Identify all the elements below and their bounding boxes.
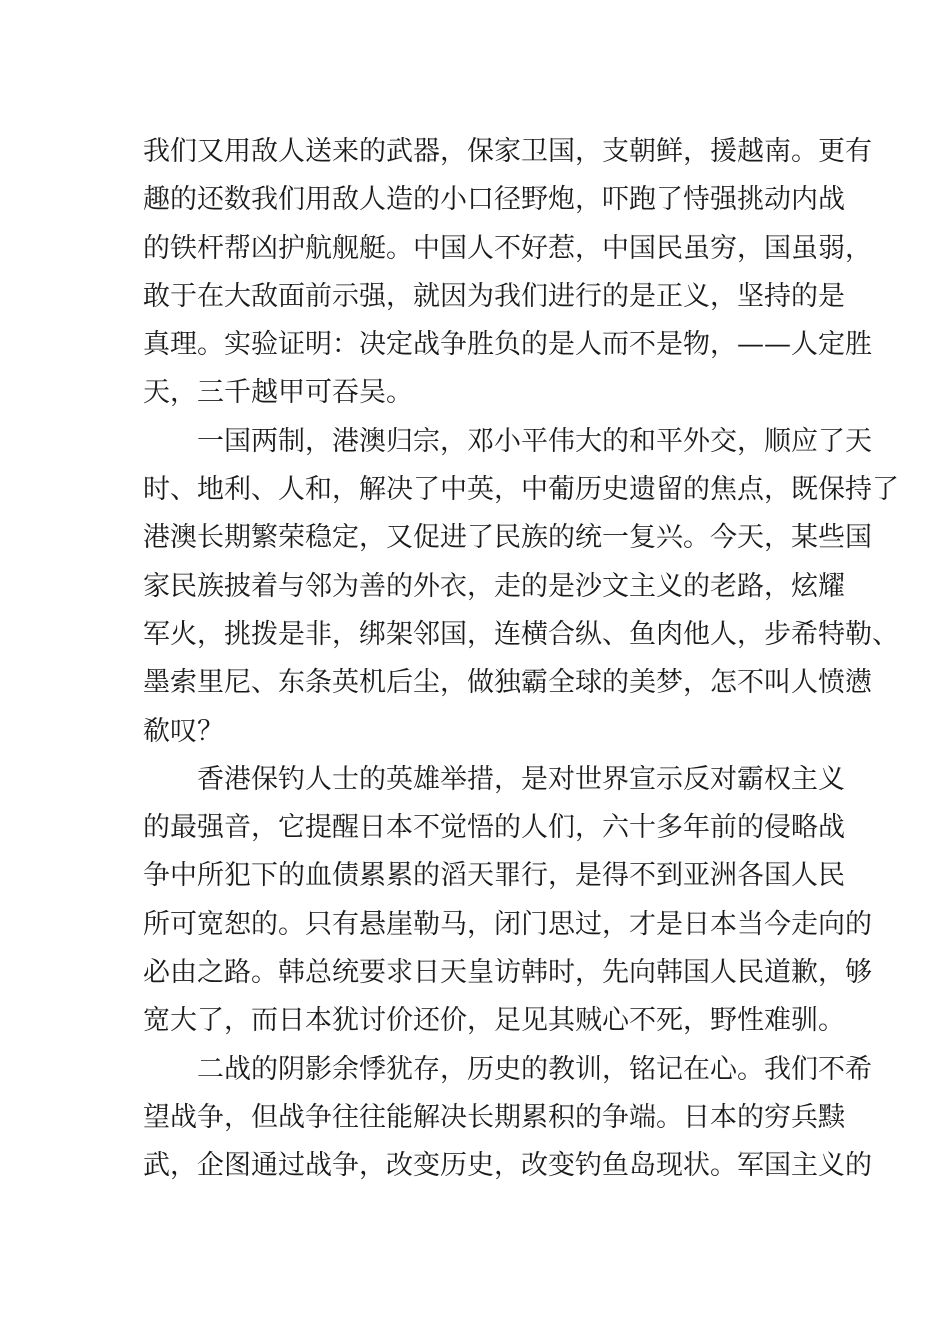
text-line: 我们又用敌人送来的武器，保家卫国，支朝鲜，援越南。更有: [143, 136, 872, 167]
text-line: 家民族披着与邻为善的外衣，走的是沙文主义的老路，炫耀: [143, 570, 845, 602]
text-line: 港澳长期繁荣稳定，又促进了民族的统一复兴。今天，某些国: [143, 522, 872, 554]
text-line: 望战争，但战争往往能解决长期累积的争端。日本的穷兵黩: [143, 1101, 845, 1133]
text-line: 墨索里尼、东条英机后尘，做独霸全球的美梦，怎不叫人愤懑: [143, 667, 872, 699]
text-line: 香港保钓人士的英雄举措，是对世界宣示反对霸权主义: [197, 763, 845, 795]
text-line: 所可宽恕的。只有悬崖勒马，闭门思过，才是日本当今走向的: [143, 908, 872, 940]
text-line: 真理。实验证明：决定战争胜负的是人而不是物，——人定胜: [143, 329, 872, 361]
text-line: 争中所犯下的血债累累的滔天罪行，是得不到亚洲各国人民: [143, 860, 845, 892]
paragraph-1: [143, 128, 872, 418]
text-line: 必由之路。韩总统要求日天皇访韩时，先向韩国人民道歉，够: [143, 957, 872, 989]
text-line: 一国两制，港澳归宗，邓小平伟大的和平外交，顺应了天: [197, 425, 872, 457]
text-line: 天，三千越甲可吞吴。: [143, 377, 413, 409]
paragraph-2: [143, 418, 899, 756]
text-line: 敢于在大敌面前示强，就因为我们进行的是正义，坚持的是: [143, 280, 845, 312]
paragraph-3: [143, 756, 872, 1046]
paragraph-4: [143, 1046, 872, 1191]
text-line: 军火，挑拨是非，绑架邻国，连横合纵、鱼肉他人，步希特勒、: [143, 618, 899, 650]
text-line: 的铁杆帮凶护航舰艇。中国人不好惹，中国民虽穷，国虽弱，: [143, 232, 872, 264]
text-line: 时、地利、人和，解决了中英，中葡历史遗留的焦点，既保持了: [143, 474, 899, 506]
text-line: 宽大了，而日本犹讨价还价，足见其贼心不死，野性难驯。: [143, 1005, 845, 1037]
text-line: 趣的还数我们用敌人造的小口径野炮，吓跑了恃强挑动内战: [143, 184, 845, 216]
text-line: 武，企图通过战争，改变历史，改变钓鱼岛现状。军国主义的: [143, 1150, 872, 1182]
document-body: [143, 128, 899, 1191]
text-line: 的最强音，它提醒日本不觉悟的人们，六十多年前的侵略战: [143, 812, 845, 844]
text-line: 二战的阴影余悸犹存，历史的教训，铭记在心。我们不希: [197, 1053, 872, 1085]
text-line: 欷叹？: [143, 715, 224, 747]
